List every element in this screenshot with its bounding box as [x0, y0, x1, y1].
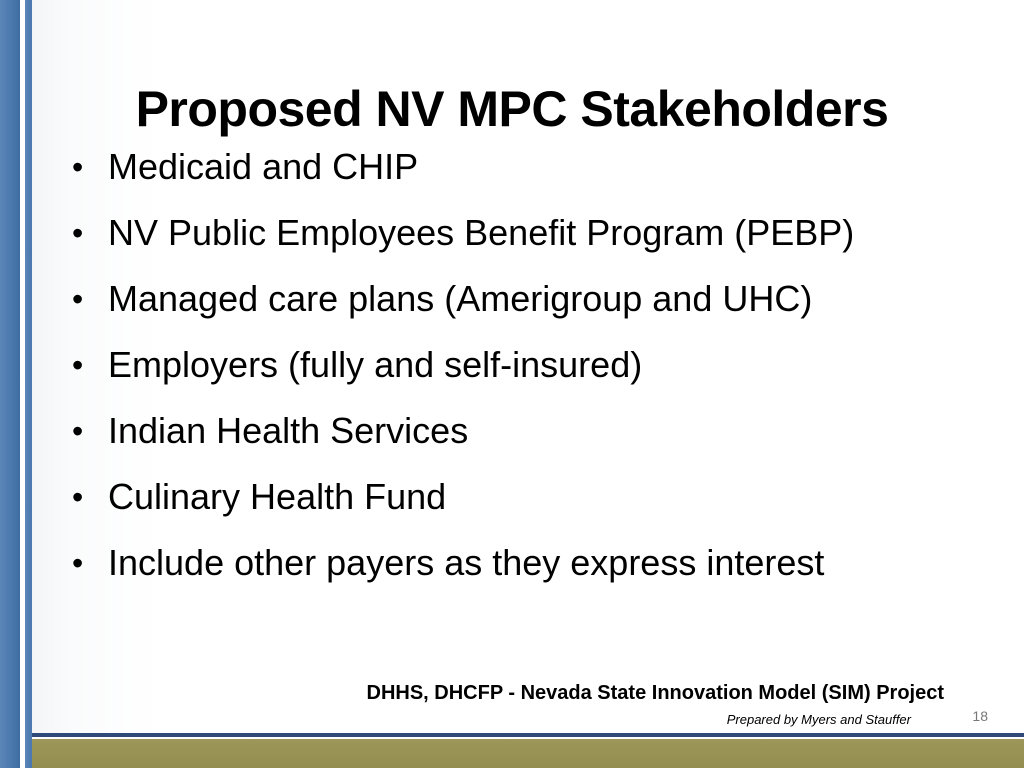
bullet-text: Indian Health Services	[108, 410, 469, 451]
bullet-item	[72, 200, 1002, 266]
bullet-item	[72, 332, 1002, 398]
bullet-text: NV Public Employees Benefit Program (PEBP)	[108, 212, 855, 253]
bullet-icon: •	[72, 545, 84, 581]
bottom-band	[32, 739, 1024, 768]
bullet-list	[72, 134, 1002, 596]
footer-project-title: DHHS, DHCFP - Nevada State Innovation Model (SIM) Project	[366, 682, 944, 704]
footer-credit: Prepared by Myers and Stauffer	[726, 712, 911, 727]
bullet-item	[72, 398, 1002, 464]
bullet-text: Culinary Health Fund	[108, 476, 447, 517]
bullet-text: Employers (fully and self-insured)	[108, 344, 643, 385]
bullet-icon: •	[72, 413, 84, 449]
bullet-icon: •	[72, 149, 84, 185]
bullet-icon: •	[72, 215, 84, 251]
bullet-item	[72, 464, 1002, 530]
bullet-item	[72, 266, 1002, 332]
bullet-text: Managed care plans (Amerigroup and UHC)	[108, 278, 813, 319]
bullet-item	[72, 134, 1002, 200]
bullet-text: Include other payers as they express interest	[108, 542, 825, 583]
bullet-icon: •	[72, 281, 84, 317]
slide-title: Proposed NV MPC Stakeholders	[135, 80, 889, 137]
bullet-item	[72, 530, 1002, 596]
bullet-text: Medicaid and CHIP	[108, 146, 419, 187]
slide-number: 18	[972, 708, 988, 724]
bullet-icon: •	[72, 347, 84, 383]
bullet-icon: •	[72, 479, 84, 515]
